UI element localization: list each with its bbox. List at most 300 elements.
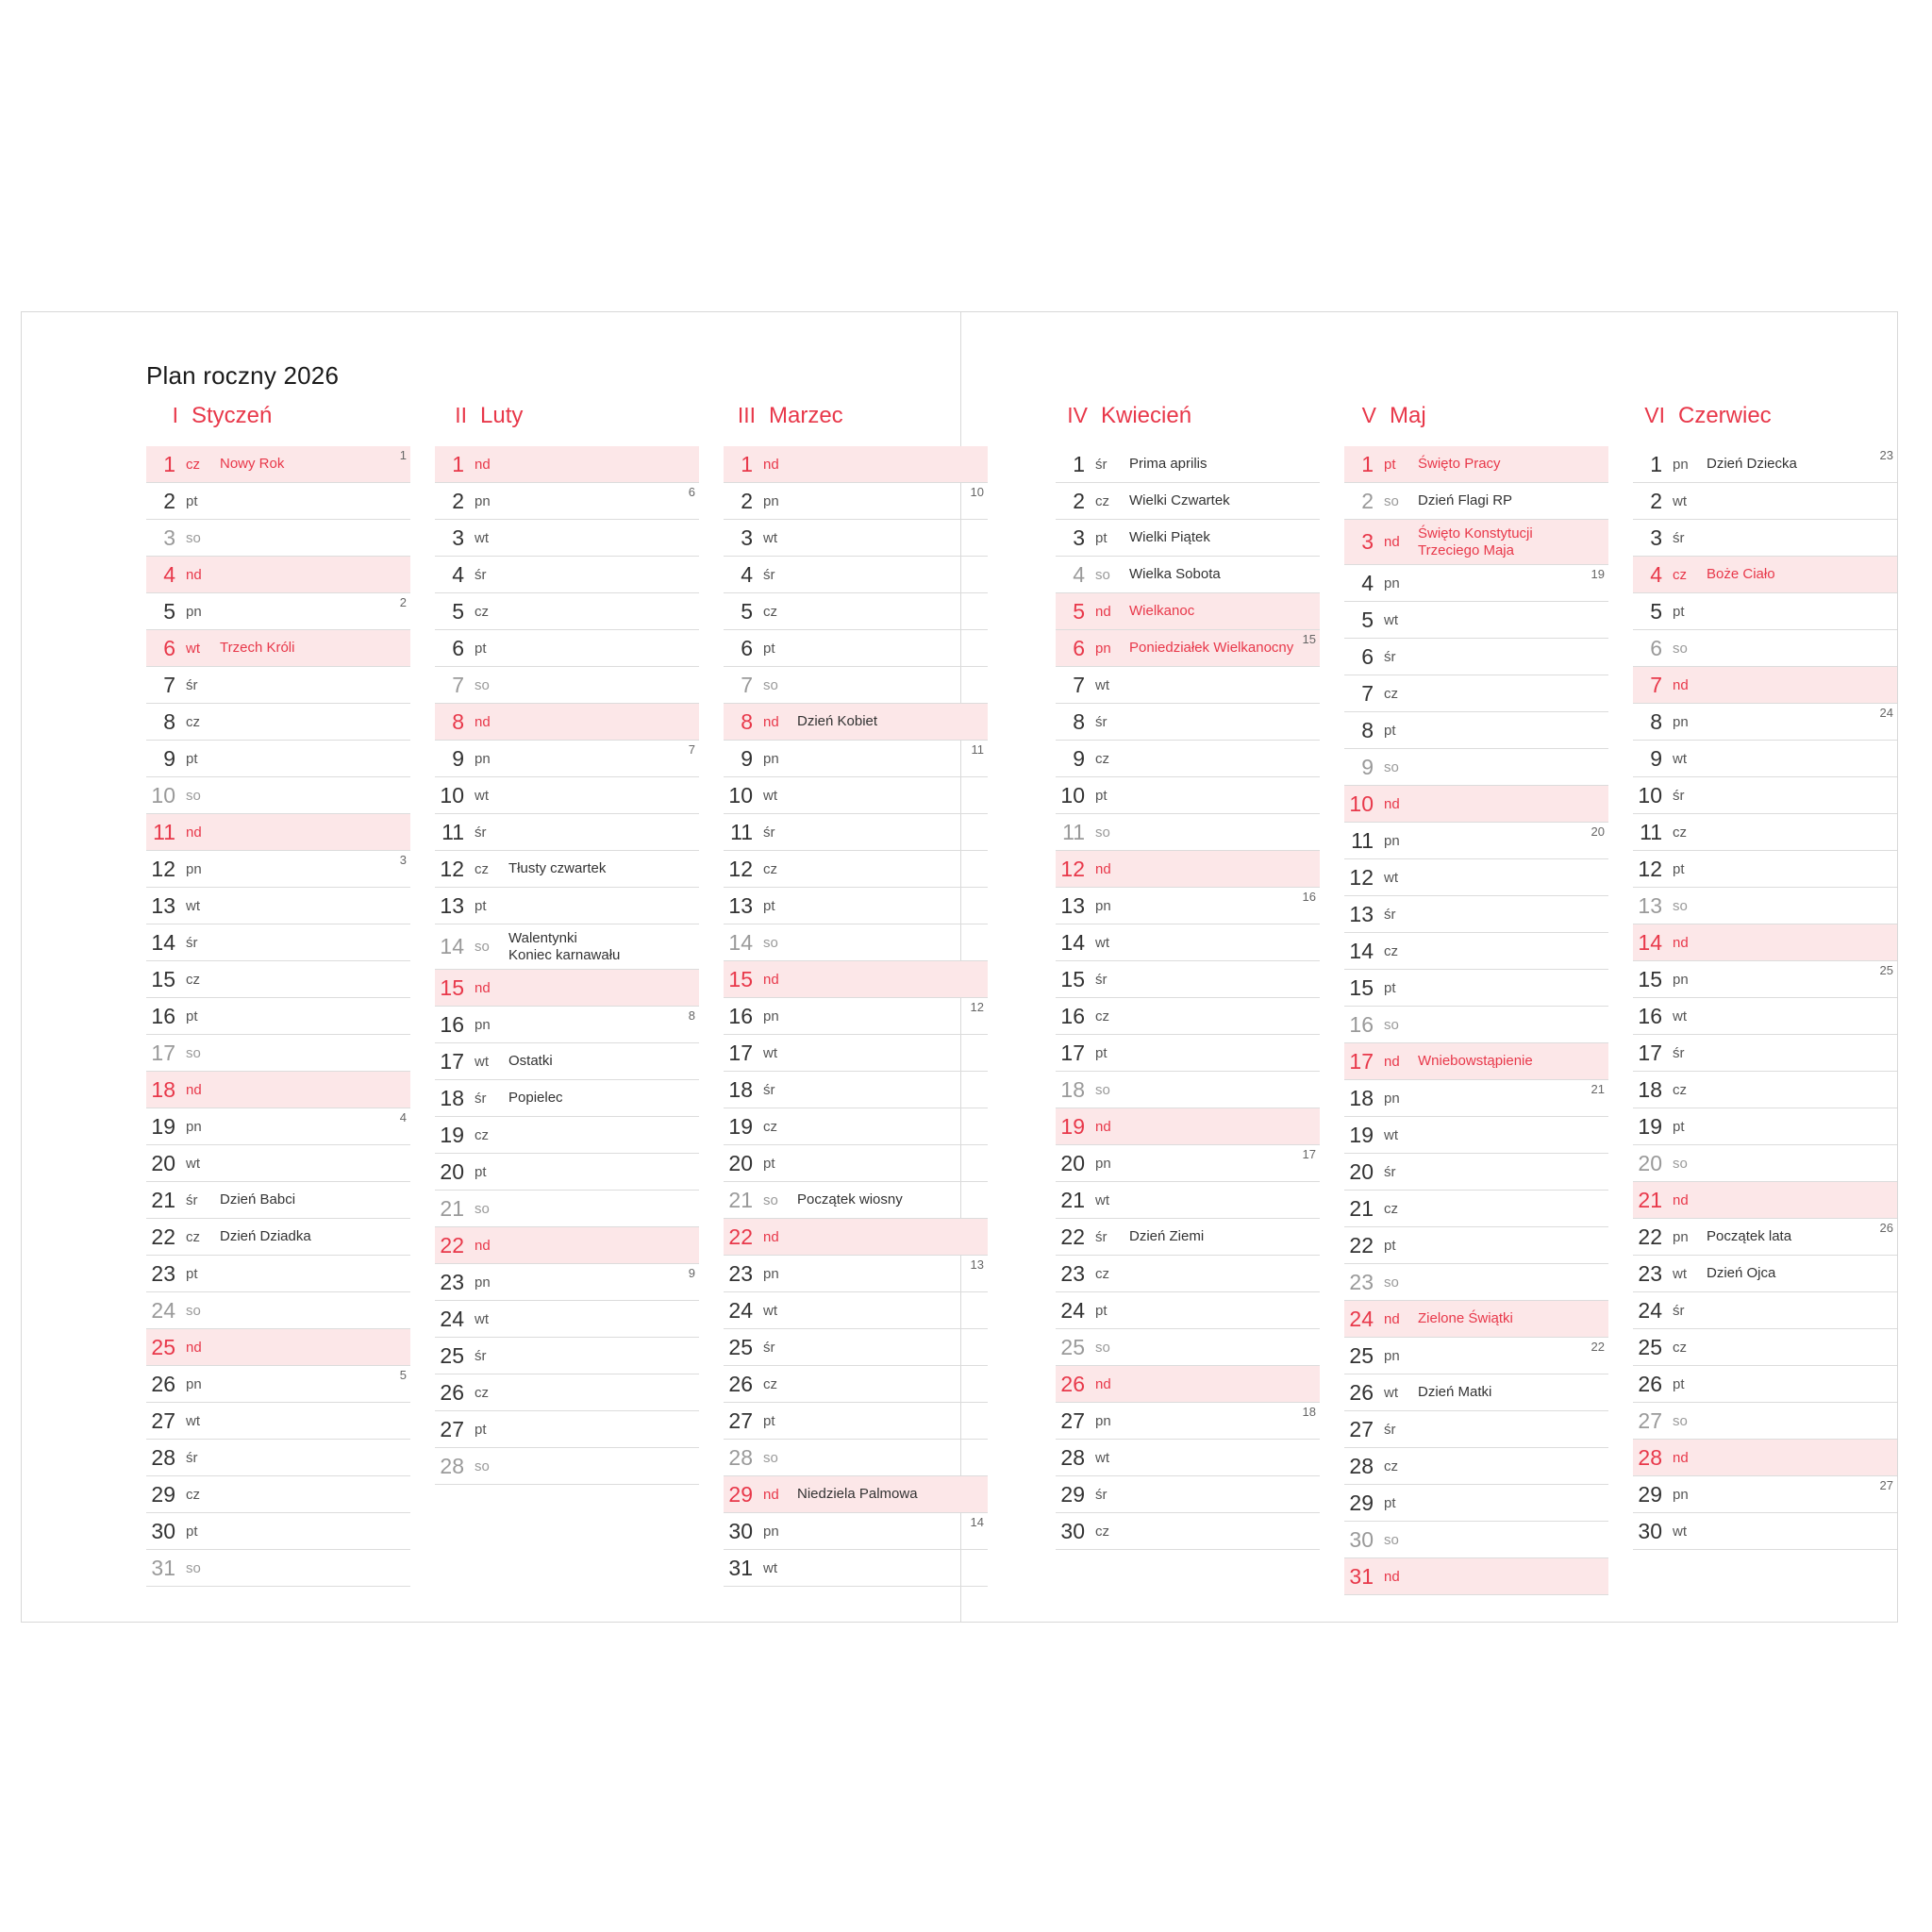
- day-row[interactable]: [1344, 970, 1608, 1007]
- day-of-week: cz: [186, 456, 200, 473]
- day-row[interactable]: [1633, 1292, 1897, 1329]
- day-row[interactable]: [435, 924, 699, 970]
- day-row[interactable]: [1633, 1072, 1897, 1108]
- day-row[interactable]: [1344, 1301, 1608, 1338]
- day-row[interactable]: [146, 704, 410, 741]
- day-of-week: pt: [475, 897, 487, 914]
- day-number: 14: [1060, 929, 1085, 955]
- day-row[interactable]: [1056, 1403, 1320, 1440]
- day-row[interactable]: [1633, 1256, 1897, 1292]
- day-of-week: cz: [1095, 1523, 1109, 1540]
- day-row[interactable]: [1056, 888, 1320, 924]
- day-row[interactable]: [724, 998, 988, 1035]
- day-row[interactable]: [1344, 602, 1608, 639]
- day-row[interactable]: [146, 924, 410, 961]
- day-row[interactable]: [435, 814, 699, 851]
- day-row[interactable]: [724, 1292, 988, 1329]
- day-row[interactable]: [146, 1513, 410, 1550]
- day-row[interactable]: [1344, 859, 1608, 896]
- day-number: 16: [151, 1003, 175, 1028]
- day-row[interactable]: [1633, 557, 1897, 593]
- day-row[interactable]: [724, 630, 988, 667]
- day-number: 20: [1349, 1158, 1374, 1184]
- day-row[interactable]: [1344, 520, 1608, 565]
- day-row[interactable]: [1633, 814, 1897, 851]
- day-of-week: pt: [763, 640, 775, 657]
- day-row[interactable]: [1633, 630, 1897, 667]
- day-row[interactable]: [1344, 1043, 1608, 1080]
- day-number: 11: [1351, 827, 1374, 853]
- day-row[interactable]: [435, 520, 699, 557]
- day-row[interactable]: [435, 1191, 699, 1227]
- day-row[interactable]: [435, 888, 699, 924]
- week-number: 5: [399, 1368, 407, 1382]
- day-row[interactable]: [724, 1513, 988, 1550]
- day-of-week: cz: [1095, 1265, 1109, 1282]
- day-row[interactable]: [1633, 1108, 1897, 1145]
- day-row[interactable]: [1633, 1329, 1897, 1366]
- day-row[interactable]: [1633, 1182, 1897, 1219]
- month-column-styczeń: [146, 403, 410, 1595]
- day-row[interactable]: [146, 483, 410, 520]
- day-of-week: pn: [763, 492, 779, 509]
- day-row[interactable]: [724, 593, 988, 630]
- day-of-week: pt: [186, 750, 198, 767]
- day-row[interactable]: [146, 1403, 410, 1440]
- day-row[interactable]: [435, 741, 699, 777]
- day-row[interactable]: [1633, 1219, 1897, 1256]
- day-list: [146, 446, 410, 1587]
- day-number: 14: [1349, 938, 1374, 963]
- day-row[interactable]: [1056, 520, 1320, 557]
- day-row[interactable]: [146, 1108, 410, 1145]
- day-note: Święto Pracy: [1418, 456, 1501, 473]
- day-row[interactable]: [1633, 520, 1897, 557]
- day-row[interactable]: [1344, 712, 1608, 749]
- day-of-week: pn: [1673, 713, 1689, 730]
- day-number: 18: [1638, 1076, 1662, 1102]
- day-row[interactable]: [724, 777, 988, 814]
- day-row[interactable]: [1344, 896, 1608, 933]
- day-row[interactable]: [435, 1338, 699, 1374]
- day-row[interactable]: [1056, 777, 1320, 814]
- day-of-week: pt: [1673, 1118, 1685, 1135]
- day-of-week: so: [475, 1457, 490, 1474]
- day-row[interactable]: [146, 1219, 410, 1256]
- week-number: 3: [399, 853, 407, 867]
- week-number: 20: [1591, 824, 1605, 839]
- day-of-week: so: [186, 787, 201, 804]
- day-row[interactable]: [146, 557, 410, 593]
- left-page: [22, 312, 984, 1622]
- day-row[interactable]: [724, 704, 988, 741]
- day-number: 2: [163, 488, 175, 513]
- day-row-empty: [435, 1485, 699, 1522]
- day-row[interactable]: [1056, 1145, 1320, 1182]
- day-row[interactable]: [724, 888, 988, 924]
- day-row[interactable]: [435, 483, 699, 520]
- day-row[interactable]: [1056, 1440, 1320, 1476]
- day-row[interactable]: [1056, 851, 1320, 888]
- day-row[interactable]: [1056, 1182, 1320, 1219]
- day-row[interactable]: [435, 1374, 699, 1411]
- day-note: Dzień Flagi RP: [1418, 492, 1513, 509]
- day-number: 16: [1638, 1003, 1662, 1028]
- day-row[interactable]: [146, 1072, 410, 1108]
- day-note: Zielone Świątki: [1418, 1310, 1513, 1327]
- day-row[interactable]: [1056, 630, 1320, 667]
- day-row[interactable]: [1633, 1145, 1897, 1182]
- day-row[interactable]: [1344, 1264, 1608, 1301]
- day-row[interactable]: [1633, 593, 1897, 630]
- day-row[interactable]: [146, 888, 410, 924]
- day-row[interactable]: [724, 1440, 988, 1476]
- day-number: 10: [1060, 782, 1085, 808]
- day-row[interactable]: [1344, 786, 1608, 823]
- day-row[interactable]: [435, 557, 699, 593]
- day-number: 30: [1060, 1518, 1085, 1543]
- day-row[interactable]: [1056, 1035, 1320, 1072]
- day-row[interactable]: [724, 520, 988, 557]
- day-row[interactable]: [724, 1476, 988, 1513]
- day-number: 23: [728, 1260, 753, 1286]
- day-row[interactable]: [1344, 565, 1608, 602]
- day-note: Boże Ciało: [1707, 566, 1775, 583]
- day-row[interactable]: [146, 1329, 410, 1366]
- day-number: 4: [1361, 570, 1374, 595]
- day-row[interactable]: [1056, 483, 1320, 520]
- day-row[interactable]: [1633, 1366, 1897, 1403]
- day-row[interactable]: [1344, 1448, 1608, 1485]
- day-number: 15: [151, 966, 175, 991]
- day-row[interactable]: [724, 1219, 988, 1256]
- day-number: 4: [741, 561, 753, 587]
- day-of-week: pt: [1384, 1494, 1396, 1511]
- day-of-week: cz: [1384, 1200, 1398, 1217]
- day-row[interactable]: [1056, 741, 1320, 777]
- day-row[interactable]: [146, 630, 410, 667]
- day-row[interactable]: [435, 1007, 699, 1043]
- day-note: Wniebowstąpienie: [1418, 1053, 1533, 1070]
- day-note: Święto Konstytucji Trzeciego Maja: [1418, 525, 1533, 558]
- day-row[interactable]: [1633, 777, 1897, 814]
- day-row[interactable]: [435, 1301, 699, 1338]
- day-number: 4: [163, 561, 175, 587]
- day-of-week: pt: [1673, 603, 1685, 620]
- day-of-week: so: [1384, 1274, 1399, 1291]
- day-row[interactable]: [1633, 1440, 1897, 1476]
- day-row[interactable]: [1633, 741, 1897, 777]
- day-number: 13: [728, 892, 753, 918]
- day-row[interactable]: [1344, 1485, 1608, 1522]
- day-row[interactable]: [1056, 1329, 1320, 1366]
- day-note: Ostatki: [508, 1053, 553, 1070]
- day-of-week: wt: [475, 1310, 489, 1327]
- day-row[interactable]: [1633, 483, 1897, 520]
- day-of-week: pn: [475, 492, 491, 509]
- day-row[interactable]: [1633, 667, 1897, 704]
- day-row[interactable]: [146, 593, 410, 630]
- day-number: 29: [1060, 1481, 1085, 1507]
- day-of-week: so: [186, 1559, 201, 1576]
- day-of-week: so: [1384, 492, 1399, 509]
- day-row[interactable]: [146, 961, 410, 998]
- day-row[interactable]: [435, 630, 699, 667]
- day-of-week: śr: [1095, 1228, 1108, 1245]
- day-of-week: wt: [1095, 1191, 1109, 1208]
- day-row[interactable]: [435, 1264, 699, 1301]
- day-row[interactable]: [724, 1366, 988, 1403]
- day-of-week: nd: [763, 971, 779, 988]
- day-row[interactable]: [1056, 1366, 1320, 1403]
- day-of-week: nd: [475, 456, 491, 473]
- day-of-week: wt: [1673, 1008, 1687, 1024]
- day-of-week: pt: [1384, 979, 1396, 996]
- day-of-week: pt: [186, 1523, 198, 1540]
- day-row[interactable]: [1056, 1219, 1320, 1256]
- day-row[interactable]: [146, 998, 410, 1035]
- day-row[interactable]: [724, 1108, 988, 1145]
- day-of-week: nd: [1095, 1118, 1111, 1135]
- day-row[interactable]: [1056, 924, 1320, 961]
- day-row[interactable]: [1344, 446, 1608, 483]
- day-row[interactable]: [724, 557, 988, 593]
- day-row[interactable]: [1344, 823, 1608, 859]
- day-row[interactable]: [1633, 851, 1897, 888]
- day-row[interactable]: [1056, 557, 1320, 593]
- day-row[interactable]: [146, 667, 410, 704]
- day-row[interactable]: [1633, 1035, 1897, 1072]
- day-row[interactable]: [146, 1476, 410, 1513]
- day-row[interactable]: [724, 741, 988, 777]
- day-of-week: nd: [1384, 795, 1400, 812]
- day-row[interactable]: [724, 483, 988, 520]
- day-row[interactable]: [1344, 1374, 1608, 1411]
- day-of-week: pn: [763, 1008, 779, 1024]
- day-row[interactable]: [146, 1292, 410, 1329]
- day-row[interactable]: [1633, 446, 1897, 483]
- day-row[interactable]: [435, 970, 699, 1007]
- day-row[interactable]: [1056, 1256, 1320, 1292]
- day-row[interactable]: [1344, 1080, 1608, 1117]
- day-row[interactable]: [435, 593, 699, 630]
- day-of-week: pn: [1095, 1155, 1111, 1172]
- day-row[interactable]: [1633, 1513, 1897, 1550]
- day-row[interactable]: [146, 1366, 410, 1403]
- day-row[interactable]: [146, 741, 410, 777]
- day-row[interactable]: [146, 1035, 410, 1072]
- day-row[interactable]: [435, 704, 699, 741]
- day-row[interactable]: [1633, 888, 1897, 924]
- day-row[interactable]: [724, 1329, 988, 1366]
- day-number: 8: [1361, 717, 1374, 742]
- day-row[interactable]: [724, 1256, 988, 1292]
- day-row[interactable]: [1344, 1191, 1608, 1227]
- day-row[interactable]: [1344, 1558, 1608, 1595]
- day-row[interactable]: [1344, 933, 1608, 970]
- month-name: Marzec: [769, 403, 843, 428]
- day-row[interactable]: [435, 1080, 699, 1117]
- day-row[interactable]: [724, 1550, 988, 1587]
- day-row[interactable]: [724, 1403, 988, 1440]
- day-of-week: pn: [1095, 1412, 1111, 1429]
- day-number: 9: [1073, 745, 1085, 771]
- day-row[interactable]: [724, 446, 988, 483]
- day-row[interactable]: [724, 667, 988, 704]
- day-row[interactable]: [724, 961, 988, 998]
- day-of-week: nd: [1095, 1375, 1111, 1392]
- day-row[interactable]: [146, 520, 410, 557]
- day-number: 10: [1638, 782, 1662, 808]
- day-of-week: nd: [186, 566, 202, 583]
- day-row[interactable]: [435, 1154, 699, 1191]
- day-row[interactable]: [146, 1550, 410, 1587]
- day-row[interactable]: [435, 777, 699, 814]
- day-row[interactable]: [1344, 483, 1608, 520]
- day-row[interactable]: [1633, 924, 1897, 961]
- day-row[interactable]: [1633, 704, 1897, 741]
- day-number: 9: [163, 745, 175, 771]
- day-number: 2: [1073, 488, 1085, 513]
- day-row[interactable]: [1344, 749, 1608, 786]
- day-row[interactable]: [1056, 446, 1320, 483]
- day-row[interactable]: [1344, 1117, 1608, 1154]
- day-number: 15: [1349, 974, 1374, 1000]
- day-row[interactable]: [1344, 1522, 1608, 1558]
- day-row[interactable]: [724, 1035, 988, 1072]
- day-row[interactable]: [435, 1117, 699, 1154]
- week-number: 26: [1879, 1221, 1893, 1235]
- day-number: 5: [452, 598, 464, 624]
- day-number: 2: [1361, 488, 1374, 513]
- week-number: 13: [970, 1257, 984, 1272]
- day-row[interactable]: [435, 851, 699, 888]
- day-row[interactable]: [146, 851, 410, 888]
- day-of-week: pt: [1095, 1044, 1108, 1061]
- day-row[interactable]: [146, 446, 410, 483]
- day-row[interactable]: [435, 446, 699, 483]
- day-row[interactable]: [1056, 1513, 1320, 1550]
- day-row[interactable]: [146, 1256, 410, 1292]
- day-number: 7: [1361, 680, 1374, 706]
- day-of-week: wt: [763, 1044, 777, 1061]
- day-row[interactable]: [1633, 961, 1897, 998]
- day-row[interactable]: [1344, 639, 1608, 675]
- day-row[interactable]: [1633, 998, 1897, 1035]
- day-row[interactable]: [724, 924, 988, 961]
- day-of-week: cz: [1673, 1081, 1687, 1098]
- week-number: 17: [1302, 1147, 1316, 1161]
- day-number: 26: [1638, 1371, 1662, 1396]
- week-number: 25: [1879, 963, 1893, 977]
- day-of-week: pn: [475, 1016, 491, 1033]
- day-row[interactable]: [1056, 704, 1320, 741]
- day-row[interactable]: [146, 814, 410, 851]
- day-row[interactable]: [724, 1182, 988, 1219]
- day-row[interactable]: [1633, 1476, 1897, 1513]
- day-of-week: cz: [186, 1486, 200, 1503]
- day-row[interactable]: [1344, 1338, 1608, 1374]
- day-of-week: cz: [186, 713, 200, 730]
- day-of-week: nd: [763, 456, 779, 473]
- day-row[interactable]: [146, 1440, 410, 1476]
- day-of-week: wt: [1095, 934, 1109, 951]
- day-of-week: śr: [1095, 456, 1108, 473]
- day-of-week: nd: [763, 1228, 779, 1245]
- day-number: 20: [440, 1158, 464, 1184]
- day-number: 18: [1349, 1085, 1374, 1110]
- day-row[interactable]: [1344, 1227, 1608, 1264]
- day-of-week: śr: [186, 934, 198, 951]
- day-number: 17: [1060, 1040, 1085, 1065]
- day-row[interactable]: [1344, 1154, 1608, 1191]
- day-number: 3: [1361, 529, 1374, 554]
- day-row[interactable]: [724, 851, 988, 888]
- day-row[interactable]: [1344, 675, 1608, 712]
- day-row[interactable]: [1056, 667, 1320, 704]
- day-of-week: pn: [1384, 575, 1400, 591]
- day-row[interactable]: [1056, 593, 1320, 630]
- day-number: 19: [1638, 1113, 1662, 1139]
- day-note: Dzień Babci: [220, 1191, 296, 1208]
- day-row[interactable]: [724, 1145, 988, 1182]
- day-row[interactable]: [146, 777, 410, 814]
- day-row[interactable]: [435, 1448, 699, 1485]
- day-row[interactable]: [435, 1227, 699, 1264]
- day-of-week: nd: [763, 1486, 779, 1503]
- day-number: 17: [440, 1048, 464, 1074]
- day-number: 5: [1073, 598, 1085, 624]
- week-number: 1: [399, 448, 407, 462]
- day-of-week: so: [1384, 758, 1399, 775]
- day-row[interactable]: [1056, 1292, 1320, 1329]
- day-number: 13: [440, 892, 464, 918]
- day-row[interactable]: [435, 1043, 699, 1080]
- day-note: Dzień Ziemi: [1129, 1228, 1205, 1245]
- day-note: Dzień Matki: [1418, 1384, 1492, 1401]
- day-number: 3: [1650, 525, 1662, 550]
- day-row[interactable]: [1633, 1403, 1897, 1440]
- day-row[interactable]: [1056, 1476, 1320, 1513]
- day-row[interactable]: [435, 667, 699, 704]
- day-of-week: cz: [763, 1118, 777, 1135]
- day-number: 17: [728, 1040, 753, 1065]
- day-row[interactable]: [1056, 998, 1320, 1035]
- day-note: Tłusty czwartek: [508, 860, 607, 877]
- day-number: 17: [1349, 1048, 1374, 1074]
- month-roman-numeral: II: [455, 403, 467, 427]
- day-row[interactable]: [1344, 1007, 1608, 1043]
- day-number: 10: [151, 782, 175, 808]
- day-row[interactable]: [146, 1145, 410, 1182]
- day-row[interactable]: [1056, 814, 1320, 851]
- day-row[interactable]: [435, 1411, 699, 1448]
- day-row[interactable]: [724, 814, 988, 851]
- day-number: 2: [452, 488, 464, 513]
- day-of-week: nd: [186, 1339, 202, 1356]
- day-row[interactable]: [1344, 1411, 1608, 1448]
- day-row[interactable]: [724, 1072, 988, 1108]
- day-number: 20: [1060, 1150, 1085, 1175]
- day-row[interactable]: [146, 1182, 410, 1219]
- day-row[interactable]: [1056, 1108, 1320, 1145]
- day-number: 11: [441, 819, 464, 844]
- day-of-week: wt: [1384, 1126, 1398, 1143]
- day-row[interactable]: [1056, 1072, 1320, 1108]
- day-number: 1: [452, 451, 464, 476]
- day-row[interactable]: [1056, 961, 1320, 998]
- day-number: 1: [1361, 451, 1374, 476]
